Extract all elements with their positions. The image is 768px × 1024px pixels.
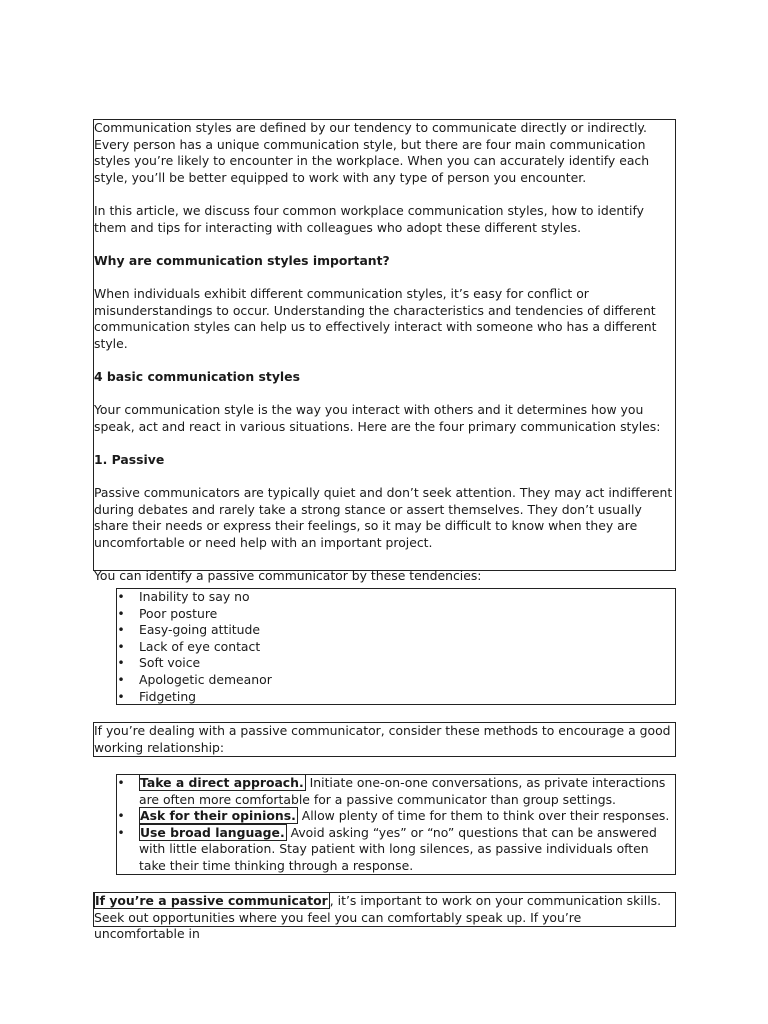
document-page: [93, 119, 676, 944]
list-item: • Fidgeting: [117, 688, 197, 704]
list-item: • Apologetic demeanor: [117, 671, 272, 687]
list-item: [117, 808, 675, 825]
closing-paragraph: [94, 893, 675, 943]
list-item: [117, 775, 675, 808]
tendencies-list: [117, 589, 675, 705]
methods-list-box: [116, 774, 676, 875]
bullet-icon: •: [117, 589, 125, 604]
method-title: Ask for their opinions.: [140, 808, 296, 824]
methods-intro-box: [93, 722, 676, 757]
list-item: • Lack of eye contact: [117, 638, 261, 654]
bullet-icon: •: [117, 605, 125, 621]
bullet-icon: •: [117, 688, 125, 704]
heading-why-important: Why are communication styles important?: [94, 252, 390, 268]
passive-paragraph: Passive communicators are typically quiet and don’t seek attention. They may act indifferent during debates and rarely take a strong stance or assert themselves. They don’t usually share their needs or express their feelings, so it may be difficult to know when they are uncomfortable or need help with an important project.: [94, 485, 673, 550]
basic-styles-paragraph: Your communication style is the way you interact with others and it determines how you speak, act and react in various situations. Here are the four primary communication styles:: [94, 402, 661, 434]
bullet-icon: •: [117, 622, 125, 638]
method-title: Take a direct approach.: [140, 775, 304, 790]
method-text: Allow plenty of time for them to think over their responses.: [297, 808, 670, 824]
intro-paragraph-1: Communication styles are defined by our tendency to communicate directly or indirectly. Every person has a unique communication style, but there are four main communication styles you’re likely to encounter in the workplace. When you can accurately identify each style, you’ll be better equipped to work with any type of person you encounter.: [94, 120, 650, 185]
bullet-icon: •: [117, 775, 125, 790]
tendencies-list-box: [116, 588, 676, 705]
list-item: • Easy-going attitude: [117, 622, 260, 638]
intro-paragraph-2: In this article, we discuss four common workplace communication styles, how to identify them and tips for interacting with colleagues who adopt these different styles.: [94, 202, 644, 235]
methods-list: [117, 775, 675, 875]
heading-basic-styles: 4 basic communication styles: [94, 368, 300, 384]
intro-section: [93, 119, 676, 584]
passive-identify-paragraph: You can identify a passive communicator by these tendencies:: [94, 568, 482, 584]
closing-lead: If you’re a passive communicator: [95, 893, 328, 908]
bullet-icon: •: [117, 824, 125, 840]
bullet-icon: •: [117, 671, 125, 687]
heading-passive: 1. Passive: [94, 451, 165, 467]
bullet-icon: •: [117, 808, 125, 824]
list-item: • Inability to say no: [117, 589, 250, 604]
list-item: [117, 825, 675, 875]
bullet-icon: •: [117, 655, 125, 671]
why-paragraph: When individuals exhibit different communication styles, it’s easy for conflict or misunderstandings to occur. Understanding the characteristics and tendencies of different communication styles can help us to effectively interact with someone who has a different style.: [94, 285, 657, 351]
method-text: Avoid asking “yes” or “no” questions that can be answered with little elaboration. Stay patient with long silences, as passive individuals often take their time thinking through a response.: [139, 824, 657, 873]
list-item: • Poor posture: [117, 605, 218, 621]
closing-box: [93, 892, 676, 942]
methods-intro-paragraph: If you’re dealing with a passive communicator, consider these methods to encourage a good working relationship:: [94, 723, 671, 755]
method-title: Use broad language.: [140, 824, 285, 840]
bullet-icon: •: [117, 638, 125, 654]
method-text: Initiate one-on-one conversations, as private interactions are often more comfortable for a passive communicator than group settings.: [139, 775, 666, 807]
closing-text: , it’s important to work on your communication skills. Seek out opportunities where you feel you can comfortably speak up. If you’re uncomfortable in: [94, 893, 662, 942]
list-item: • Soft voice: [117, 655, 201, 671]
